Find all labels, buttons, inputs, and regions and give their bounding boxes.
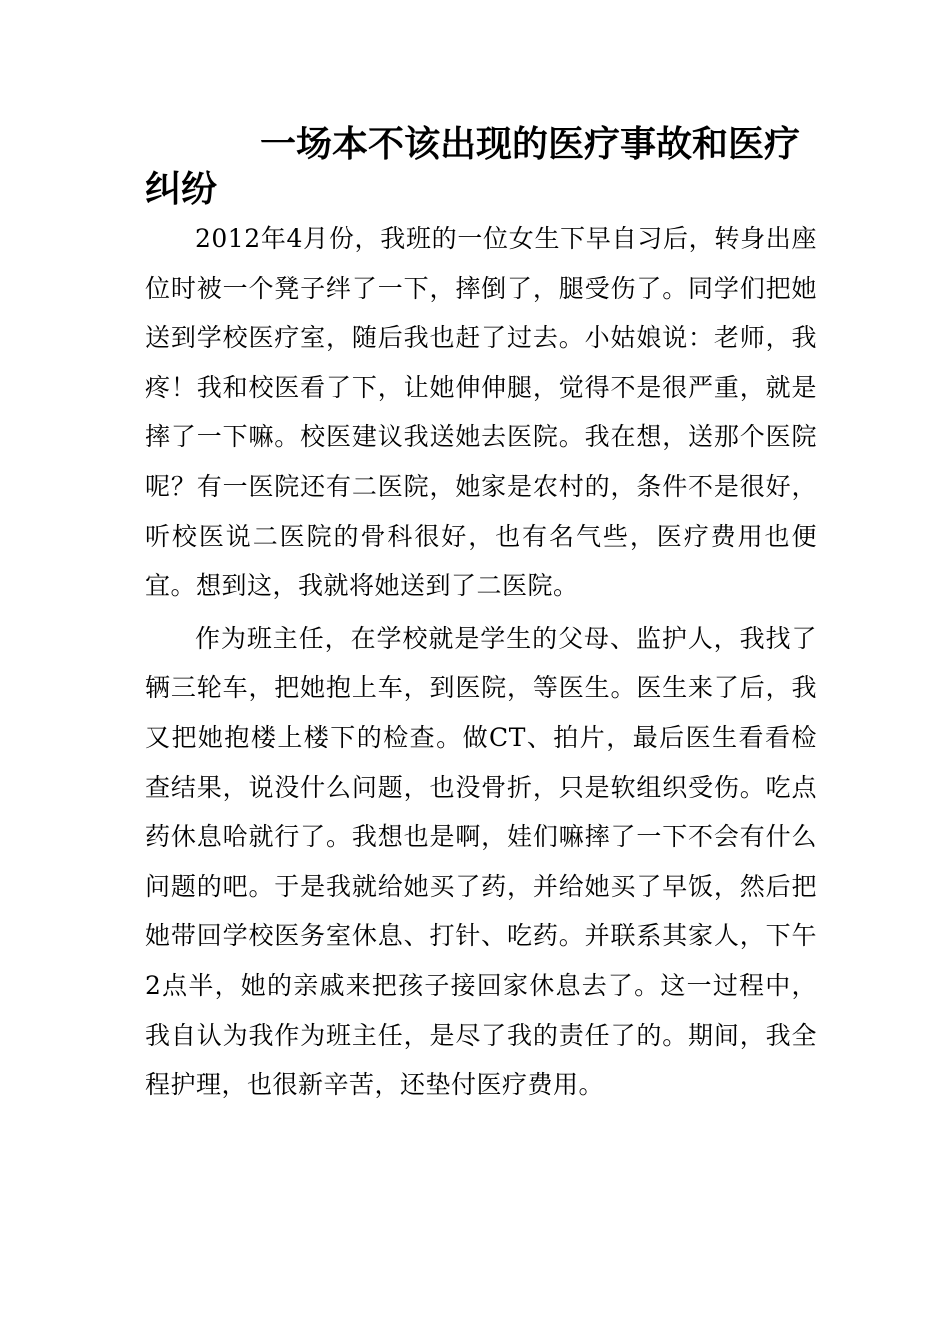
paragraph-2: 作为班主任，在学校就是学生的父母、监护人，我找了辆三轮车，把她抱上车，到医院，等医生。医生来了后，我又把她抱楼上楼下的检查。做CT、拍片，最后医生看看检查结果，说没什么问题，也没骨折，只是软组织受伤。吃点药休息哈就行了。我想也是啊，娃们嘛摔了一下不会有什么问题的吧。于是我就给她买了药，并给她买了早饭，然后把她带回学校医务室休息、打针、吃药。并联系其家人，下午2点半，她的亲戚来把孩子接回家休息去了。这一过程中，我自认为我作为班主任，是尽了我的责任了的。期间，我全程护理，也很新辛苦，还垫付医疗费用。 [145,623,817,1100]
document-title: 一场本不该出现的医疗事故和医疗纠纷 [145,124,801,210]
document-page [145,122,817,1110]
paragraph-1: 2012年4月份，我班的一位女生下早自习后，转身出座位时被一个凳子绊了一下，摔倒了，腿受伤了。同学们把她送到学校医疗室，随后我也赶了过去。小姑娘说：老师，我疼！我和校医看了下，让她伸伸腿，觉得不是很严重，就是摔了一下嘛。校医建议我送她去医院。我在想，送那个医院呢？有一医院还有二医院，她家是农村的，条件不是很好，听校医说二医院的骨科很好，也有名气些，医疗费用也便宜。想到这，我就将她送到了二医院。 [145,224,817,601]
